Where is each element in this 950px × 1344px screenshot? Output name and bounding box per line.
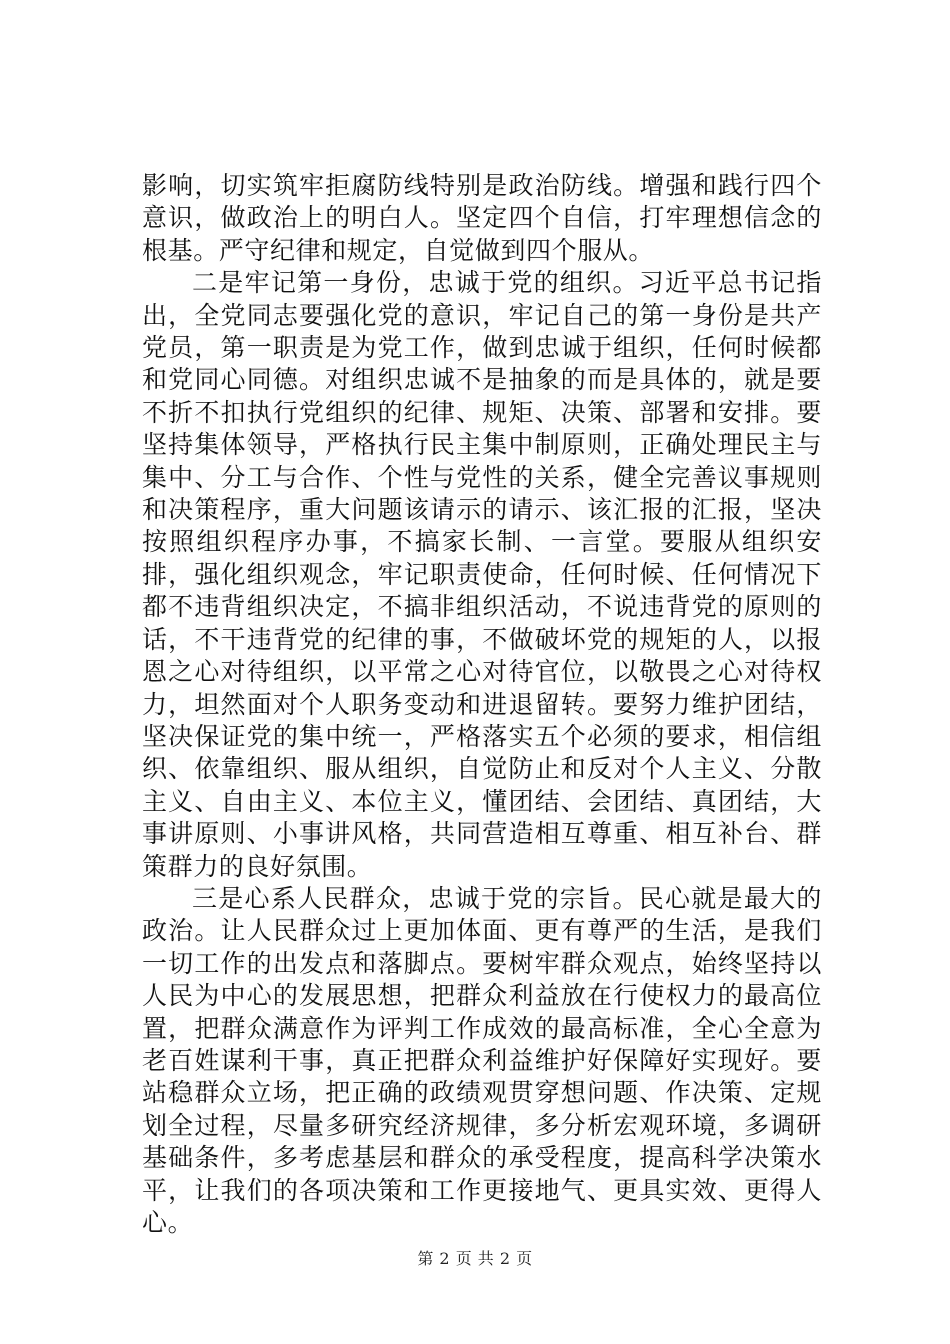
- paragraph-party-organization: 二是牢记第一身份，忠诚于党的组织。习近平总书记指出，全党同志要强化党的意识，牢记自己的第一身份是共产党员，第一职责是为党工作，做到忠诚于组织，任何时候都和党同心同德。对组织忠诚不是抽象的而是具体的，就是要不折不扣执行党组织的纪律、规矩、决策、部署和安排。要坚持集体领导，严格执行民主集中制原则，正确处理民主与集中、分工与合作、个性与党性的关系，健全完善议事规则和决策程序，重大问题该请示的请示、该汇报的汇报，坚决按照组织程序办事，不搞家长制、一言堂。要服从组织安排，强化组织观念，牢记职责使命，任何时候、任何情况下都不违背组织决定，不搞非组织活动，不说违背党的原则的话，不干违背党的纪律的事，不做破坏党的规矩的人，以报恩之心对待组织，以平常之心对待官位，以敬畏之心对待权力，坦然面对个人职务变动和进退留转。要努力维护团结，坚决保证党的集中统一，严格落实五个必须的要求，相信组织、依靠组织、服从组织，自觉防止和反对个人主义、分散主义、自由主义、本位主义，懂团结、会团结、真团结，大事讲原则、小事讲风格，共同营造相互尊重、相互补台、群策群力的良好氛围。: [142, 268, 822, 881]
- paragraph-people-masses: 三是心系人民群众，忠诚于党的宗旨。民心就是最大的政治。让人民群众过上更加体面、更有尊严的生活，是我们一切工作的出发点和落脚点。要树牢群众观点，始终坚持以人民为中心的发展思想，把群众利益放在行使权力的最高位置，把群众满意作为评判工作成效的最高标准，全心全意为老百姓谋利干事，真正把群众利益维护好保障好实现好。要站稳群众立场，把正确的政绩观贯穿想问题、作决策、定规划全过程，尽量多研究经济规律，多分析宏观环境，多调研基础条件，多考虑基层和群众的承受程度，提高科学决策水平，让我们的各项决策和工作更接地气、更具实效、更得人心。: [142, 883, 822, 1237]
- document-body: [142, 170, 822, 1239]
- page-number-footer: 第 2 页 共 2 页: [417, 1249, 533, 1268]
- paragraph-continuation: 影响，切实筑牢拒腐防线特别是政治防线。增强和践行四个意识，做政治上的明白人。坚定四个自信，打牢理想信念的根基。严守纪律和规定，自觉做到四个服从。: [142, 171, 822, 265]
